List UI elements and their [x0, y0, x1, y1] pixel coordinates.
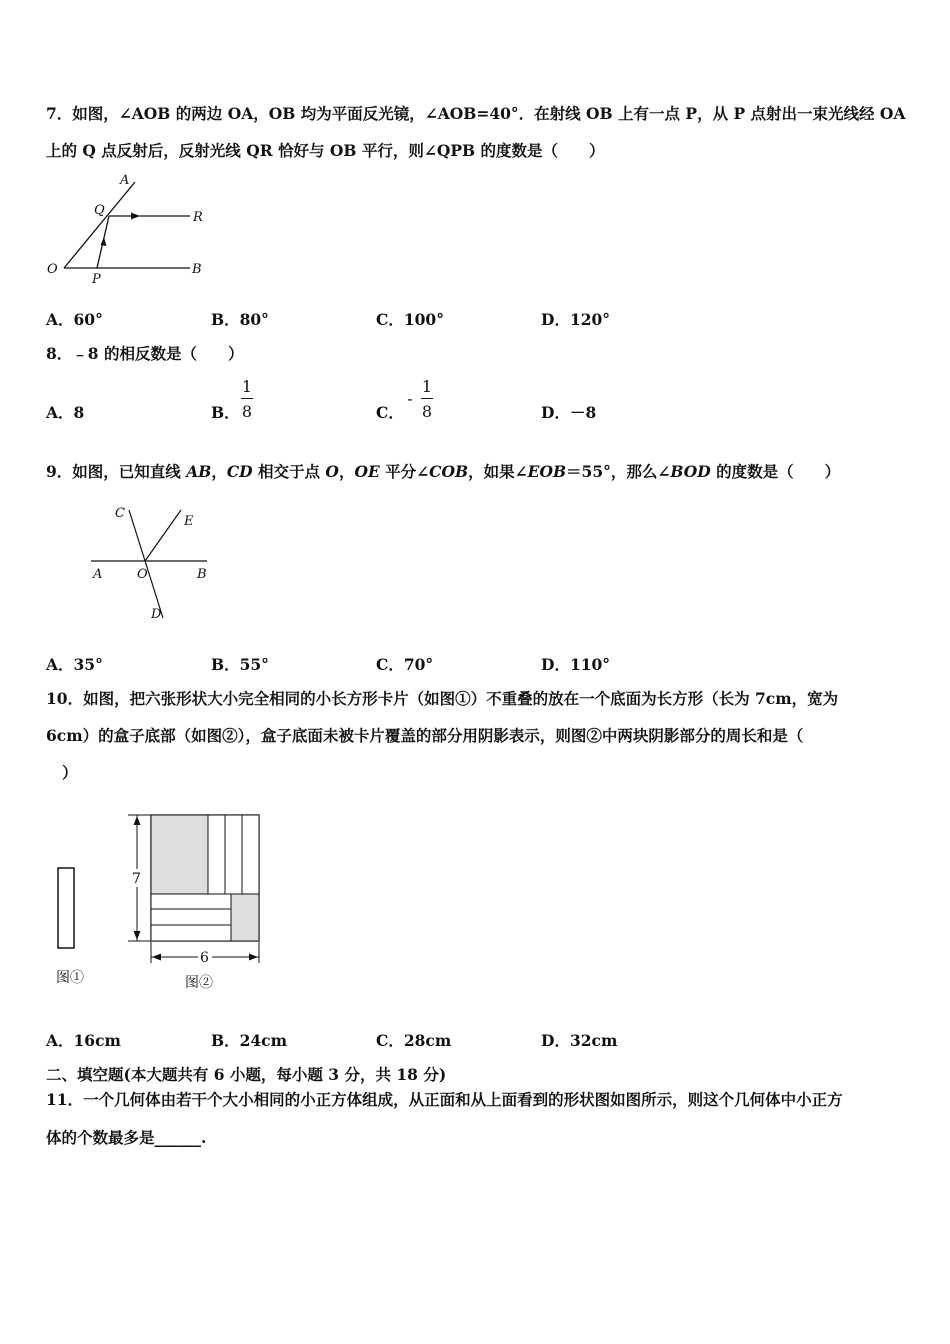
- line-cd: [129, 510, 163, 618]
- fig2-caption: 图②: [185, 975, 213, 991]
- vertical-card-1: [208, 815, 225, 894]
- q8-text: 8．﹣8 的相反数是（ ）: [46, 344, 244, 363]
- dim-width-arrow-right: [249, 954, 258, 961]
- small-card: [58, 868, 74, 948]
- q9-option-d[interactable]: D．110°: [541, 655, 611, 674]
- q9-option-b[interactable]: B．55°: [211, 655, 269, 674]
- q7-option-a[interactable]: A．60°: [46, 310, 103, 329]
- q10-option-c[interactable]: C．28cm: [376, 1031, 452, 1050]
- q8-option-c[interactable]: [376, 401, 404, 423]
- vertical-card-2: [225, 815, 242, 894]
- q8-option-d[interactable]: D．－8: [541, 403, 597, 422]
- q11-text-line2: 体的个数最多是______.: [46, 1128, 207, 1147]
- q10-figure-2: [120, 805, 280, 1000]
- q9-figure: [85, 500, 215, 625]
- label-p: P: [92, 272, 101, 287]
- q10-text-line1: 10．如图，把六张形状大小完全相同的小长方形卡片（如图①）不重叠的放在一个底面为长方形（长为 7cm，宽为: [46, 689, 839, 708]
- vertical-card-3: [242, 815, 259, 894]
- q10-text-line3: ）: [62, 763, 78, 782]
- label-c: C: [115, 506, 125, 521]
- q10-text-line2: 6cm）的盒子底部（如图②），盒子底面未被卡片覆盖的部分用阴影表示，则图②中两块阴影部分的周长和是（: [46, 726, 804, 745]
- label-o: O: [137, 567, 148, 582]
- q7-option-d[interactable]: D．120°: [541, 310, 611, 329]
- q8-b-denominator: 8: [241, 402, 253, 421]
- q11-text-line1: 11．一个几何体由若干个大小相同的小正方体组成，从正面和从上面看到的形状图如图所示，则这个几何体中小正方: [46, 1090, 843, 1109]
- dim-height-arrow-down: [134, 931, 141, 940]
- label-q: Q: [94, 203, 105, 218]
- q10-option-a[interactable]: A．16cm: [46, 1031, 121, 1050]
- arrow-pq: [101, 237, 107, 246]
- label-a: A: [93, 567, 103, 582]
- dim-width-label: 6: [200, 950, 209, 966]
- horizontal-card-1: [151, 894, 231, 909]
- q9-option-a[interactable]: A．35°: [46, 655, 103, 674]
- q8-b-fraction-bar: [241, 398, 253, 399]
- q10-figure-1: [50, 862, 100, 992]
- q8-option-b-prefix: B．: [211, 403, 240, 422]
- label-b: B: [197, 567, 207, 582]
- horizontal-card-2: [151, 909, 231, 925]
- fig1-caption: 图①: [56, 970, 84, 986]
- label-o: O: [47, 262, 58, 277]
- label-d: D: [151, 607, 162, 622]
- dim-height-arrow-up: [134, 816, 141, 825]
- q10-option-d[interactable]: D．32cm: [541, 1031, 618, 1050]
- label-e: E: [184, 514, 194, 529]
- q10-option-b[interactable]: B．24cm: [211, 1031, 288, 1050]
- section-2-heading: 二、填空题(本大题共有 6 小题，每小题 3 分，共 18 分): [46, 1065, 447, 1084]
- q7-option-b[interactable]: B．80°: [211, 310, 269, 329]
- ray-oe: [145, 510, 181, 561]
- q8-option-a[interactable]: A．8: [46, 403, 85, 422]
- q7-option-c[interactable]: C．100°: [376, 310, 444, 329]
- label-b: B: [192, 262, 202, 277]
- q9-option-c[interactable]: C．70°: [376, 655, 434, 674]
- q7-text-line2: 上的 Q 点反射后，反射光线 QR 恰好与 OB 平行，则∠QPB 的度数是（ ）: [46, 141, 605, 160]
- arrow-qr: [131, 213, 140, 220]
- dim-height-label: 7: [132, 871, 141, 887]
- q8-option-b[interactable]: [211, 401, 240, 423]
- dim-width-arrow-left: [152, 954, 161, 961]
- shaded-region-bottom: [231, 894, 259, 941]
- label-a: A: [120, 173, 130, 188]
- shaded-region-top: [151, 815, 208, 894]
- q8-c-denominator: 8: [421, 402, 433, 421]
- horizontal-card-3: [151, 925, 231, 941]
- q8-option-c-prefix: C．: [376, 403, 404, 422]
- q8-c-numerator: 1: [421, 377, 433, 396]
- q8-c-sign: -: [407, 389, 413, 408]
- q8-b-numerator: 1: [241, 377, 253, 396]
- label-r: R: [193, 210, 203, 225]
- q9-text: 9．如图，已知直线 AB，CD 相交于点 O，OE 平分∠COB，如果∠EOB＝55°，那么∠BOD 的度数是（ ）: [46, 462, 841, 481]
- q7-figure: [40, 170, 220, 290]
- q8-c-fraction-bar: [421, 398, 433, 399]
- q7-text-line1: 7．如图，∠AOB 的两边 OA，OB 均为平面反光镜，∠AOB=40°．在射线 OB 上有一点 P，从 P 点射出一束光线经 OA: [46, 104, 906, 123]
